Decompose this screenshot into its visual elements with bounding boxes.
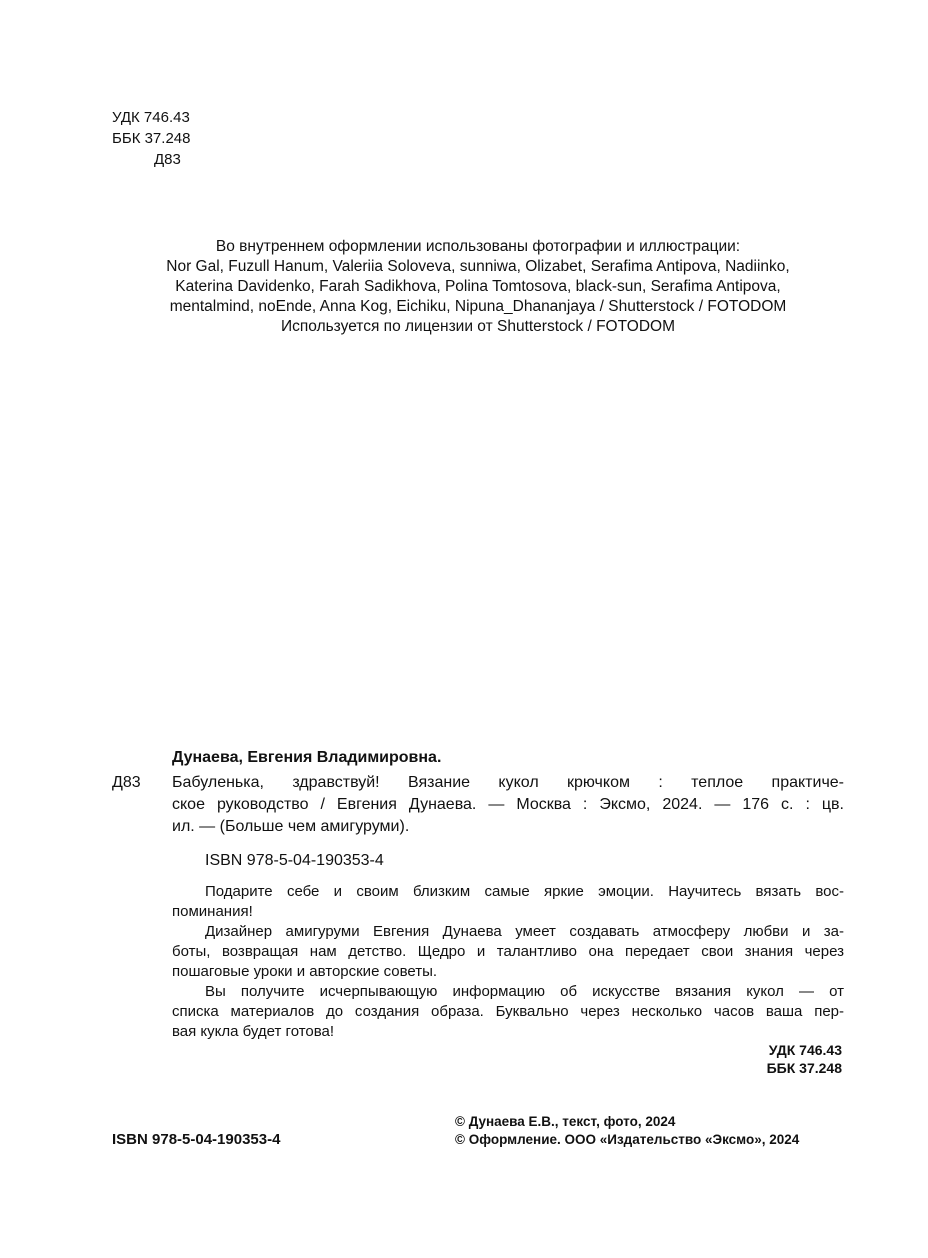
bbk-code: ББК 37.248 [112, 130, 191, 147]
classification-codes [112, 107, 190, 170]
annotation-line: вая кукла будет готова! [172, 1023, 335, 1040]
annotation-line: пошаговые уроки и авторские советы. [172, 963, 438, 980]
credits-line: Katerina Davidenko, Farah Sadikhova, Polina Tomtosova, black-sun, Serafima Antipova, [175, 278, 781, 295]
annotation [172, 882, 844, 1042]
bibliographic-description [172, 772, 844, 838]
copyright-line: © Дунаева Е.В., текст, фото, 2024 [455, 1114, 676, 1129]
annotation-line: списка материалов до создания образа. Буквально через несколько часов ваша пер- [172, 1003, 844, 1020]
photo-credits [100, 237, 856, 337]
copyright-line: © Оформление. ООО «Издательство «Эксмо», 2024 [455, 1132, 800, 1147]
description-line: Бабуленька, здравствуй! Вязание кукол крючком : теплое практиче- [172, 774, 844, 791]
annotation-line: поминания! [172, 903, 253, 920]
annotation-line: Подарите себе и своим близким самые яркие эмоции. Научитесь вязать вос- [205, 883, 844, 900]
credits-line: Используется по лицензии от Shutterstock / FOTODOM [281, 318, 675, 335]
description-line: ил. — (Больше чем амигуруми). [172, 818, 410, 835]
copyright-notice [455, 1113, 799, 1149]
credits-line: Во внутреннем оформлении использованы фотографии и иллюстрации: [215, 238, 741, 255]
bottom-classification-codes [767, 1041, 842, 1077]
author-mark: Д83 [154, 151, 181, 168]
udk-code: УДК 746.43 [112, 109, 190, 126]
record-cipher: Д83 [112, 774, 141, 791]
bottom-udk-code: УДК 746.43 [768, 1042, 842, 1058]
annotation-line: Дизайнер амигуруми Евгения Дунаева умеет создавать атмосферу любви и за- [205, 923, 844, 940]
annotation-line: боты, возвращая нам детство. Щедро и талантливо она передает свои знания через [172, 943, 844, 960]
bottom-bbk-code: ББК 37.248 [766, 1060, 842, 1076]
credits-line: mentalmind, noEnde, Anna Kog, Eichiku, Nipuna_Dhananjaya / Shutterstock / FOTODOM [169, 298, 787, 315]
credits-line: Nor Gal, Fuzull Hanum, Valeriia Soloveva, sunniwa, Olizabet, Serafima Antipova, Nadiinko, [166, 258, 790, 275]
footer-isbn: ISBN 978-5-04-190353-4 [112, 1131, 281, 1148]
description-line: ское руководство / Евгения Дунаева. — Москва : Эксмо, 2024. — 176 с. : цв. [172, 796, 844, 813]
record-isbn: ISBN 978-5-04-190353-4 [205, 852, 384, 869]
record-author: Дунаева, Евгения Владимировна. [172, 749, 442, 766]
annotation-line: Вы получите исчерпывающую информацию об искусстве вязания кукол — от [205, 983, 844, 1000]
